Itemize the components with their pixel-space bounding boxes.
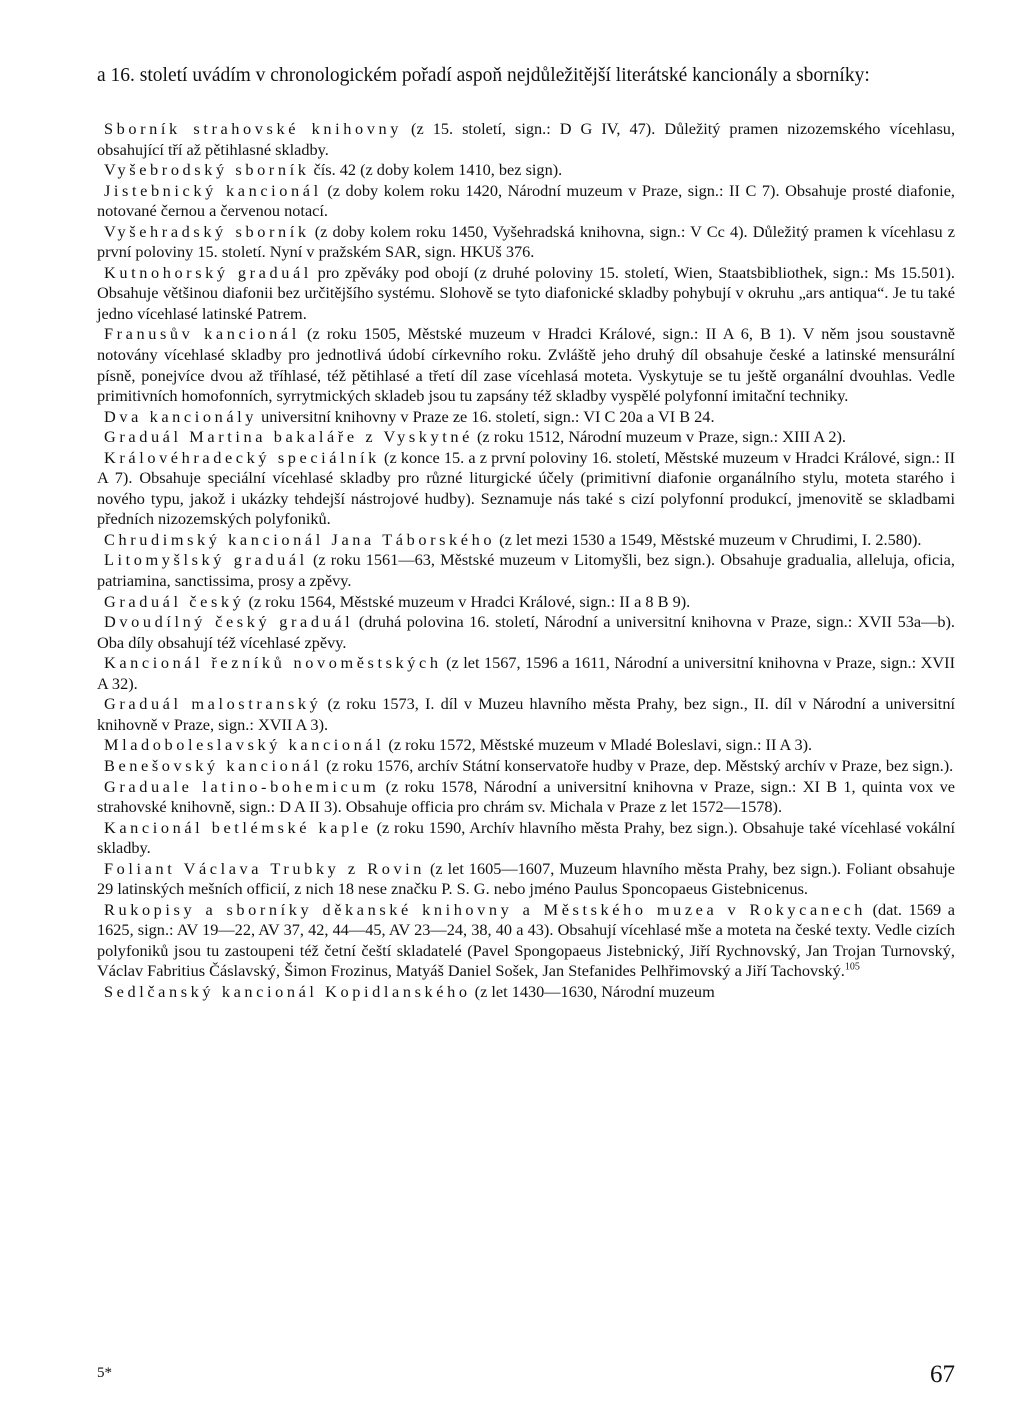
- entry-text: (z doby kolem roku 1450, Vyšehradská knihovna, sign.: V Cc 4). Důležitý pramen k vícehlasu z první poloviny 15. století. Nyní v pražském SAR, sign. HKUš 376.: [97, 221, 955, 262]
- entry-text: (z konce 15. a z první poloviny 16. století, Městské muzeum v Hradci Králové, sign.: II A 7). Obsahuje speciální vícehlasé skladby pro různé liturgické účely (primitivní diafonie organálního stylu, moteta starého i nového typu, jakož i ukázky tehdejší nástrojové hudby). Seznamuje nás také s cizí polyfonní produkcí, jmenovitě se skladbami předních nizozemských polyfoniků.: [97, 447, 956, 529]
- catalog-entry: [97, 653, 955, 694]
- entry-name: Graduál Martina bakaláře z Vyskytné: [104, 427, 473, 447]
- entry-text: (z let mezi 1530 a 1549, Městské muzeum v Chrudimi, I. 2.580).: [495, 529, 922, 549]
- entry-name: Kancionál řezníků novoměstských: [104, 653, 442, 673]
- catalog-entry: [97, 900, 955, 982]
- entry-name: Rukopisy a sborníky děkanské knihovny a Městského muzea v Rokycanech: [104, 899, 866, 919]
- entry-text: (z roku 1572, Městské muzeum v Mladé Boleslavi, sign.: II A 3).: [384, 735, 813, 755]
- intro-paragraph: a 16. století uvádím v chronologickém pořadí aspoň nejdůležitější literátské kancionály a sborníky:: [97, 65, 870, 86]
- catalog-entry: [97, 756, 955, 777]
- entry-text: (z roku 1573, I. díl v Muzeu hlavního města Prahy, bez sign., II. díl v Národní a universitní knihovně v Praze, sign.: XVII A 3).: [97, 694, 955, 734]
- page-footer: [97, 1361, 955, 1401]
- entry-text: (z roku 1576, archív Státní konservatoře hudby v Praze, dep. Městský archív v Praze, bez sign.).: [322, 755, 954, 775]
- entry-text: (z doby kolem roku 1420, Národní muzeum v Praze, sign.: II C 7). Obsahuje prosté diafonie, notované černou a červenou notací.: [97, 180, 955, 221]
- entry-name: Kancionál betlémské kaple: [104, 817, 372, 837]
- entry-name: Foliant Václava Trubky z Rovin: [104, 858, 426, 878]
- entry-name: Sborník strahovské knihovny: [104, 119, 402, 138]
- entry-text: (z roku 1561—63, Městské muzeum v Litomyšli, bez sign.). Obsahuje gradualia, alleluja, oficia, patriamina, sanctissima, prosy a zpěvy.: [97, 550, 955, 591]
- entry-text: (dat. 1569 a 1625, sign.: AV 19—22, AV 37, 42, 44—45, AV 23—24, 38, 40 a 43). Obsahují vícehlasé mše a moteta na české texty. Vedle cizích polyfoniků jsou tu zastoupeni též četní čeští skladatelé (Pavel Spongopaeus Jistebnický, Jiří Rychnovský, Jan Trojan Turnovský, Václav Fabritius Čáslavský, Šimon Frozinus, Matyáš Daniel Sošek, Jan Stefanides Pelhřimovský a Jiří Tachovský.: [97, 899, 955, 981]
- catalog-entry: [97, 530, 955, 551]
- entry-name: Dva kancionály: [104, 406, 258, 426]
- entry-name: Vyšehradský sborník: [104, 221, 310, 241]
- catalog-entry: [97, 777, 955, 818]
- entry-name: Kutnohorský graduál: [104, 262, 312, 282]
- entry-list: [97, 119, 955, 1003]
- signature-mark: 5*: [97, 1365, 112, 1381]
- entry-name: Litomyšlský graduál: [104, 550, 308, 570]
- entry-name: Sedlčanský kancionál Kopidlanského: [104, 981, 471, 1001]
- catalog-entry: [97, 592, 955, 613]
- entry-text: (z roku 1590, Archív hlavního města Prahy, bez sign.). Obsahuje také vícehlasé vokální skladby.: [97, 817, 955, 858]
- entry-text: čís. 42 (z doby kolem 1410, bez sign).: [309, 160, 563, 180]
- entry-text: (druhá polovina 16. století, Národní a universitní knihovna v Praze, sign.: XVII 53a—b). Oba díly obsahují též vícehlasé zpěvy.: [97, 612, 955, 652]
- entry-name: Královéhradecký speciálník: [104, 447, 380, 467]
- page-body: [97, 62, 955, 1003]
- entry-name: Graduál malostranský: [104, 694, 322, 714]
- page-number: 67: [930, 1361, 955, 1388]
- entry-text: universitní knihovny v Praze ze 16. století, sign.: VI C 20a a VI B 24.: [257, 406, 715, 426]
- entry-text: (z let 1605—1607, Muzeum hlavního města Prahy, bez sign.). Foliant obsahuje 29 latinských mešních officií, z nich 18 nese značku P. S. G. nebo jméno Paulus Sponcopaeus Gistebnicenus.: [97, 858, 955, 899]
- entry-name: Franusův kancionál: [104, 324, 300, 344]
- entry-name: Graduale latino-bohemicum: [104, 776, 380, 796]
- catalog-entry: [97, 694, 955, 735]
- entry-text: (z roku 1505, Městské muzeum v Hradci Králové, sign.: II A 6, B 1). V něm jsou soustavně notovány vícehlasé skladby pro jednotlivá údobí církevního roku. Zvláště jeho druhý díl obsahuje české a latinské mensurální písně, ponejvíce dvou až tříhlasé, též pětihlasé a třetí díl zase vícehlasá moteta. Vyskytuje se tu ještě organální dvouhlas. Vedle primitivních homofonních, syrrytmických skladeb jsou tu zapsány též skladby vyspělé polyfonní imitační techniky.: [97, 324, 955, 406]
- entry-name: Dvoudílný český graduál: [104, 612, 354, 632]
- entry-text: (z roku 1578, Národní a universitní knihovna v Praze, sign.: XI B 1, quinta vox ve strahovské knihovně, sign.: D A II 3). Obsahuje officia pro chrám sv. Michala v Praze z let 1572—1578).: [97, 776, 955, 817]
- entry-name: Benešovský kancionál: [104, 755, 323, 775]
- catalog-entry: [97, 324, 955, 406]
- catalog-entry: [97, 263, 955, 325]
- entry-text: (z let 1430—1630, Národní muzeum: [470, 981, 715, 1001]
- catalog-entry: [97, 612, 955, 653]
- entry-name: Jistebnický kancionál: [104, 180, 322, 200]
- catalog-entry: [97, 982, 955, 1003]
- catalog-entry: [97, 448, 955, 530]
- catalog-entry: [97, 735, 955, 756]
- catalog-entry: [97, 859, 955, 900]
- catalog-entry: [97, 407, 955, 428]
- entry-text: (z roku 1564, Městské muzeum v Hradci Králové, sign.: II a 8 B 9).: [244, 591, 691, 611]
- entry-text: (z 15. století, sign.: D G IV, 47). Důležitý pramen nizozemského vícehlasu, obsahující tří až pětihlasné skladby.: [97, 119, 956, 159]
- entry-text: (z roku 1512, Národní muzeum v Praze, sign.: XIII A 2).: [472, 427, 846, 447]
- catalog-entry: [97, 181, 955, 222]
- catalog-entry: [97, 427, 955, 448]
- entry-name: Mladoboleslavský kancionál: [104, 735, 385, 755]
- entry-text: (z let 1567, 1596 a 1611, Národní a universitní knihovna v Praze, sign.: XVII A 32).: [97, 653, 955, 693]
- footnote-ref: 105: [844, 962, 860, 973]
- catalog-entry: [97, 160, 955, 181]
- entry-text: pro zpěváky pod obojí (z druhé poloviny 15. století, Wien, Staatsbibliothek, sign.: Ms 15.501). Obsahuje většinou diafonii bez určitějšího systému. Slohově se tyto diafonické skladby pohybují v okruhu „ars antiqua“. Je tu také jedno vícehlasé latinské Patrem.: [97, 262, 955, 323]
- catalog-entry: [97, 119, 955, 160]
- entry-name: Vyšebrodský sborník: [104, 160, 310, 180]
- entry-name: Graduál český: [104, 591, 245, 611]
- catalog-entry: [97, 222, 955, 263]
- catalog-entry: [97, 550, 955, 591]
- catalog-entry: [97, 818, 955, 859]
- entry-name: Chrudimský kancionál Jana Táborského: [104, 529, 496, 549]
